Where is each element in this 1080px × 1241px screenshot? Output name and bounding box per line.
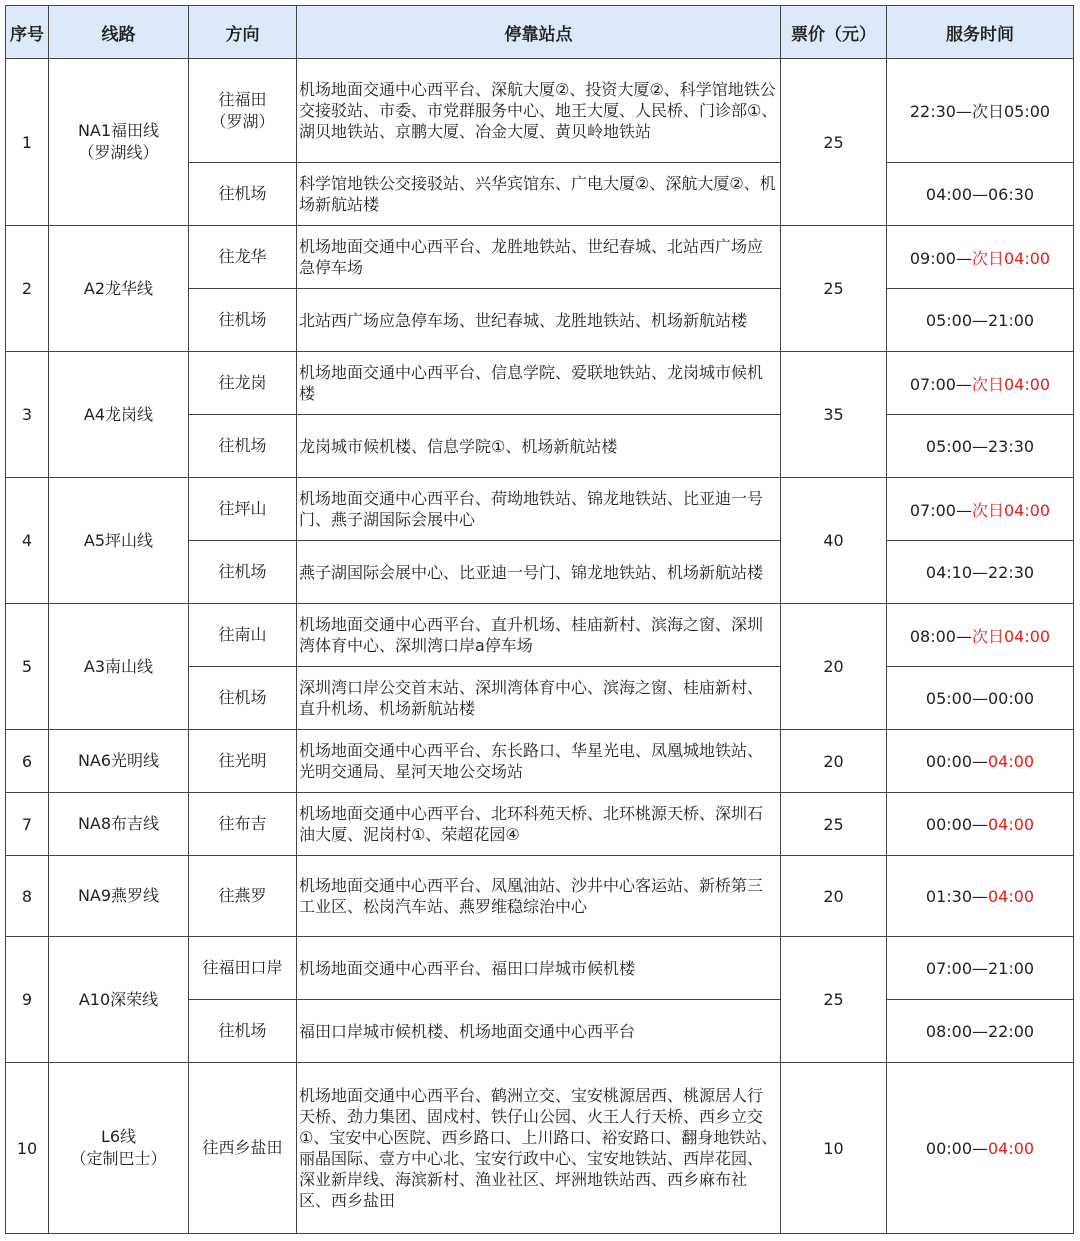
route-number: 10 <box>6 1063 49 1234</box>
route-line-name: A10深荣线 <box>78 989 159 1009</box>
route-direction <box>189 226 297 289</box>
route-line <box>49 226 189 352</box>
service-time <box>887 604 1074 667</box>
route-stops: 机场地面交通中心西平台、荷坳地铁站、锦龙地铁站、比亚迪一号门、燕子湖国际会展中心 <box>297 478 781 541</box>
route-stops: 机场地面交通中心西平台、福田口岸城市候机楼 <box>297 937 781 1000</box>
direction-label: 往福田 <box>218 89 267 109</box>
service-time <box>887 289 1074 352</box>
service-time-start: 01:30— <box>925 886 988 906</box>
route-line-name: A4龙岗线 <box>83 404 154 424</box>
header-row <box>6 6 1074 59</box>
service-time <box>887 1000 1074 1063</box>
header-price: 票价（元） <box>781 6 887 59</box>
table-row <box>6 59 1074 163</box>
route-stops: 机场地面交通中心西平台、龙胜地铁站、世纪春城、北站西广场应急停车场 <box>297 226 781 289</box>
table-row <box>6 226 1074 289</box>
route-line-name: A5坪山线 <box>83 530 154 550</box>
route-line-name: （罗湖线） <box>78 143 159 162</box>
route-direction <box>189 667 297 730</box>
route-line-name: L6线 <box>100 1127 137 1146</box>
route-number: 4 <box>6 478 49 604</box>
route-line-name: A3南山线 <box>83 656 154 676</box>
direction-label: 往坪山 <box>218 499 267 518</box>
service-time-end-highlight: 04:00 <box>988 1138 1035 1158</box>
route-line <box>49 856 189 937</box>
service-time-start: 09:00— <box>909 248 972 268</box>
route-number: 1 <box>6 59 49 226</box>
route-stops: 北站西广场应急停车场、世纪春城、龙胜地铁站、机场新航站楼 <box>297 289 781 352</box>
service-time <box>887 856 1074 937</box>
route-direction <box>189 856 297 937</box>
service-time-end-highlight: 次日04:00 <box>971 374 1051 394</box>
table-body <box>6 59 1074 1234</box>
service-time <box>887 226 1074 289</box>
route-direction <box>189 352 297 415</box>
route-line <box>49 937 189 1063</box>
bus-schedule-table <box>5 5 1074 1234</box>
route-number: 5 <box>6 604 49 730</box>
service-time-start: 05:00—21:00 <box>925 310 1035 330</box>
route-price: 35 <box>781 352 887 478</box>
route-price: 25 <box>781 793 887 856</box>
service-time <box>887 352 1074 415</box>
direction-label: 往南山 <box>218 625 267 644</box>
route-price: 40 <box>781 478 887 604</box>
route-direction <box>189 59 297 163</box>
service-time-start: 07:00— <box>909 500 972 520</box>
route-stops: 福田口岸城市候机楼、机场地面交通中心西平台 <box>297 1000 781 1063</box>
route-line-name: NA1福田线 <box>77 121 160 140</box>
route-price: 20 <box>781 856 887 937</box>
service-time <box>887 793 1074 856</box>
service-time-start: 04:10—22:30 <box>925 562 1035 582</box>
route-direction <box>189 289 297 352</box>
direction-label: 往燕罗 <box>218 886 267 905</box>
service-time-start: 04:00—06:30 <box>925 184 1035 204</box>
table-row <box>6 730 1074 793</box>
route-line-name: NA9燕罗线 <box>77 886 160 905</box>
route-stops: 机场地面交通中心西平台、鹤洲立交、宝安桃源居西、桃源居人行天桥、劲力集团、固戍村、铁仔山公园、火王人行天桥、西乡立交①、宝安中心医院、西乡路口、上川路口、裕安路口、翻身地铁站、丽晶国际、壹方中心北、宝安行政中心、宝安地铁站、西岸花园、深业新岸线、海滨新村、渔业社区、坪洲地铁站西、西乡麻布社区、西乡盐田 <box>297 1063 781 1234</box>
route-direction <box>189 1000 297 1063</box>
route-direction <box>189 793 297 856</box>
service-time-start: 00:00— <box>925 1138 988 1158</box>
route-stops: 龙岗城市候机楼、信息学院①、机场新航站楼 <box>297 415 781 478</box>
service-time-start: 05:00—23:30 <box>925 436 1035 456</box>
route-stops: 机场地面交通中心西平台、北环科苑天桥、北环桃源天桥、深圳石油大厦、泥岗村①、荣超花园④ <box>297 793 781 856</box>
route-direction <box>189 478 297 541</box>
service-time-start: 05:00—00:00 <box>925 688 1035 708</box>
route-direction <box>189 541 297 604</box>
service-time-start: 08:00—22:00 <box>925 1021 1035 1041</box>
bus-schedule-table-container <box>5 5 1073 1234</box>
route-line-name: NA6光明线 <box>77 751 160 770</box>
direction-label: 往机场 <box>218 688 267 707</box>
header-seq: 序号 <box>6 6 49 59</box>
route-line <box>49 730 189 793</box>
direction-label: 往机场 <box>218 310 267 329</box>
route-number: 2 <box>6 226 49 352</box>
table-row <box>6 793 1074 856</box>
route-stops: 机场地面交通中心西平台、直升机场、桂庙新村、滨海之窗、深圳湾体育中心、深圳湾口岸a停车场 <box>297 604 781 667</box>
service-time <box>887 937 1074 1000</box>
route-price: 20 <box>781 730 887 793</box>
route-stops: 深圳湾口岸公交首末站、深圳湾体育中心、滨海之窗、桂庙新村、直升机场、机场新航站楼 <box>297 667 781 730</box>
direction-label: 往机场 <box>218 436 267 455</box>
route-stops: 机场地面交通中心西平台、深航大厦②、投资大厦②、科学馆地铁公交接驳站、市委、市党群服务中心、地王大厦、人民桥、门诊部①、湖贝地铁站、京鹏大厦、冶金大厦、黄贝岭地铁站 <box>297 59 781 163</box>
route-number: 3 <box>6 352 49 478</box>
route-number: 8 <box>6 856 49 937</box>
direction-label: （罗湖） <box>210 111 275 131</box>
direction-label: 往机场 <box>218 184 267 203</box>
direction-label: 往龙岗 <box>218 373 267 392</box>
route-stops: 机场地面交通中心西平台、信息学院、爱联地铁站、龙岗城市候机楼 <box>297 352 781 415</box>
route-price: 20 <box>781 604 887 730</box>
table-row <box>6 937 1074 1000</box>
route-price: 10 <box>781 1063 887 1234</box>
service-time-end-highlight: 04:00 <box>988 886 1035 906</box>
route-direction <box>189 1063 297 1234</box>
route-line-name: A2龙华线 <box>83 278 154 298</box>
service-time <box>887 667 1074 730</box>
route-direction <box>189 415 297 478</box>
route-price: 25 <box>781 226 887 352</box>
route-line-name: （定制巴士） <box>70 1149 167 1168</box>
table-row <box>6 478 1074 541</box>
service-time-end-highlight: 次日04:00 <box>971 626 1051 646</box>
route-line <box>49 352 189 478</box>
route-line <box>49 59 189 226</box>
service-time <box>887 478 1074 541</box>
service-time <box>887 1063 1074 1234</box>
service-time-start: 00:00— <box>925 814 988 834</box>
route-price: 25 <box>781 59 887 226</box>
route-number: 7 <box>6 793 49 856</box>
route-direction <box>189 163 297 226</box>
direction-label: 往西乡盐田 <box>202 1138 283 1157</box>
table-row <box>6 856 1074 937</box>
service-time-start: 08:00— <box>909 626 972 646</box>
service-time-end-highlight: 04:00 <box>988 814 1035 834</box>
route-direction <box>189 937 297 1000</box>
direction-label: 往机场 <box>218 562 267 581</box>
direction-label: 往布吉 <box>218 814 267 833</box>
table-row <box>6 1063 1074 1234</box>
header-line: 线路 <box>49 6 189 59</box>
direction-label: 往机场 <box>218 1021 267 1040</box>
service-time-start: 07:00—21:00 <box>925 958 1035 978</box>
service-time <box>887 415 1074 478</box>
table-row <box>6 352 1074 415</box>
service-time-start: 00:00— <box>925 751 988 771</box>
header-direction: 方向 <box>189 6 297 59</box>
service-time-start: 22:30—次日05:00 <box>909 102 1051 121</box>
route-number: 9 <box>6 937 49 1063</box>
route-line-name: NA8布吉线 <box>77 814 160 833</box>
direction-label: 往光明 <box>218 751 267 770</box>
route-stops: 机场地面交通中心西平台、凤凰油站、沙井中心客运站、新桥第三工业区、松岗汽车站、燕罗维稳综治中心 <box>297 856 781 937</box>
route-line <box>49 478 189 604</box>
direction-label: 往龙华 <box>218 247 267 266</box>
service-time-end-highlight: 次日04:00 <box>971 500 1051 520</box>
service-time-end-highlight: 次日04:00 <box>971 248 1051 268</box>
service-time-end-highlight: 04:00 <box>988 751 1035 771</box>
direction-label: 往福田口岸 <box>202 958 283 977</box>
header-stops: 停靠站点 <box>297 6 781 59</box>
route-line <box>49 793 189 856</box>
table-row <box>6 604 1074 667</box>
service-time <box>887 163 1074 226</box>
route-stops: 科学馆地铁公交接驳站、兴华宾馆东、广电大厦②、深航大厦②、机场新航站楼 <box>297 163 781 226</box>
route-stops: 机场地面交通中心西平台、东长路口、华星光电、凤凰城地铁站、光明交通局、星河天地公交场站 <box>297 730 781 793</box>
route-number: 6 <box>6 730 49 793</box>
route-stops: 燕子湖国际会展中心、比亚迪一号门、锦龙地铁站、机场新航站楼 <box>297 541 781 604</box>
service-time <box>887 541 1074 604</box>
route-direction <box>189 730 297 793</box>
service-time <box>887 730 1074 793</box>
route-line <box>49 1063 189 1234</box>
route-direction <box>189 604 297 667</box>
route-price: 25 <box>781 937 887 1063</box>
service-time-start: 07:00— <box>909 374 972 394</box>
header-service-time: 服务时间 <box>887 6 1074 59</box>
service-time <box>887 59 1074 163</box>
route-line <box>49 604 189 730</box>
